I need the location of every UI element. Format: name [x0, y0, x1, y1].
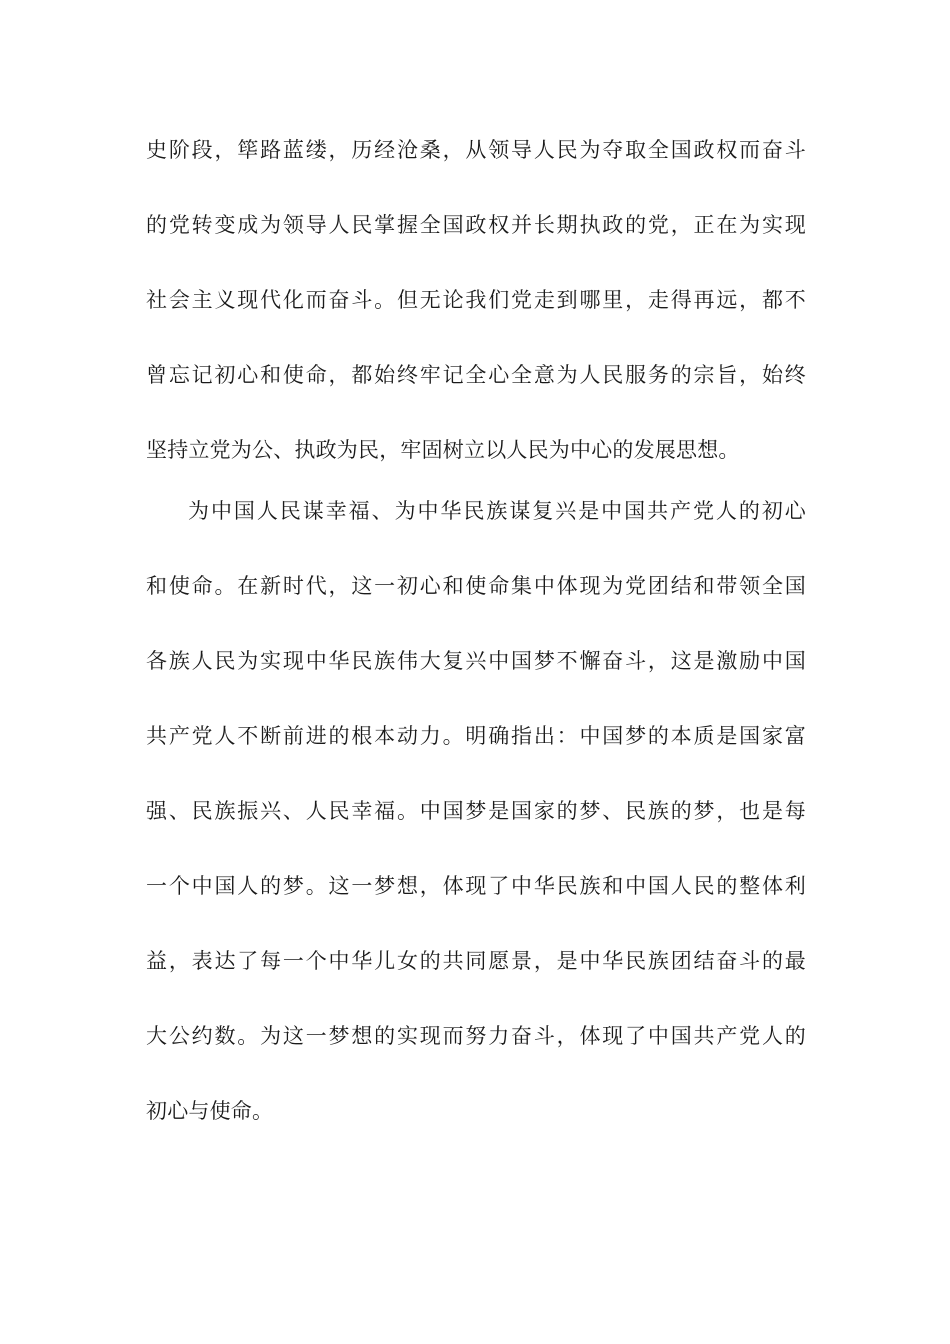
- text-line: 各族人民为实现中华民族伟大复兴中国梦不懈奋斗，这是激励中国: [146, 649, 806, 673]
- text-line: 社会主义现代化而奋斗。但无论我们党走到哪里，走得再远，都不: [146, 288, 806, 312]
- text-line: 一个中国人的梦。这一梦想，体现了中华民族和中国人民的整体利: [146, 874, 806, 898]
- text-line: 坚持立党为公、执政为民，牢固树立以人民为中心的发展思想。: [146, 438, 740, 462]
- text-line: 曾忘记初心和使命，都始终牢记全心全意为人民服务的宗旨，始终: [146, 363, 806, 387]
- text-line: 强、民族振兴、人民幸福。中国梦是国家的梦、民族的梦，也是每: [146, 799, 806, 823]
- text-line: 和使命。在新时代，这一初心和使命集中体现为党团结和带领全国: [146, 574, 806, 598]
- text-line: 初心与使命。: [146, 1099, 274, 1123]
- text-line: 大公约数。为这一梦想的实现而努力奋斗，体现了中国共产党人的: [146, 1024, 806, 1048]
- text-line: 共产党人不断前进的根本动力。明确指出：中国梦的本质是国家富: [146, 724, 806, 748]
- text-line: 的党转变成为领导人民掌握全国政权并长期执政的党，正在为实现: [146, 213, 806, 237]
- text-line: 史阶段，筚路蓝缕，历经沧桑，从领导人民为夺取全国政权而奋斗: [146, 138, 806, 162]
- text-line: 益，表达了每一个中华儿女的共同愿景，是中华民族团结奋斗的最: [146, 949, 806, 973]
- text-line: 为中国人民谋幸福、为中华民族谋复兴是中国共产党人的初心: [188, 499, 806, 523]
